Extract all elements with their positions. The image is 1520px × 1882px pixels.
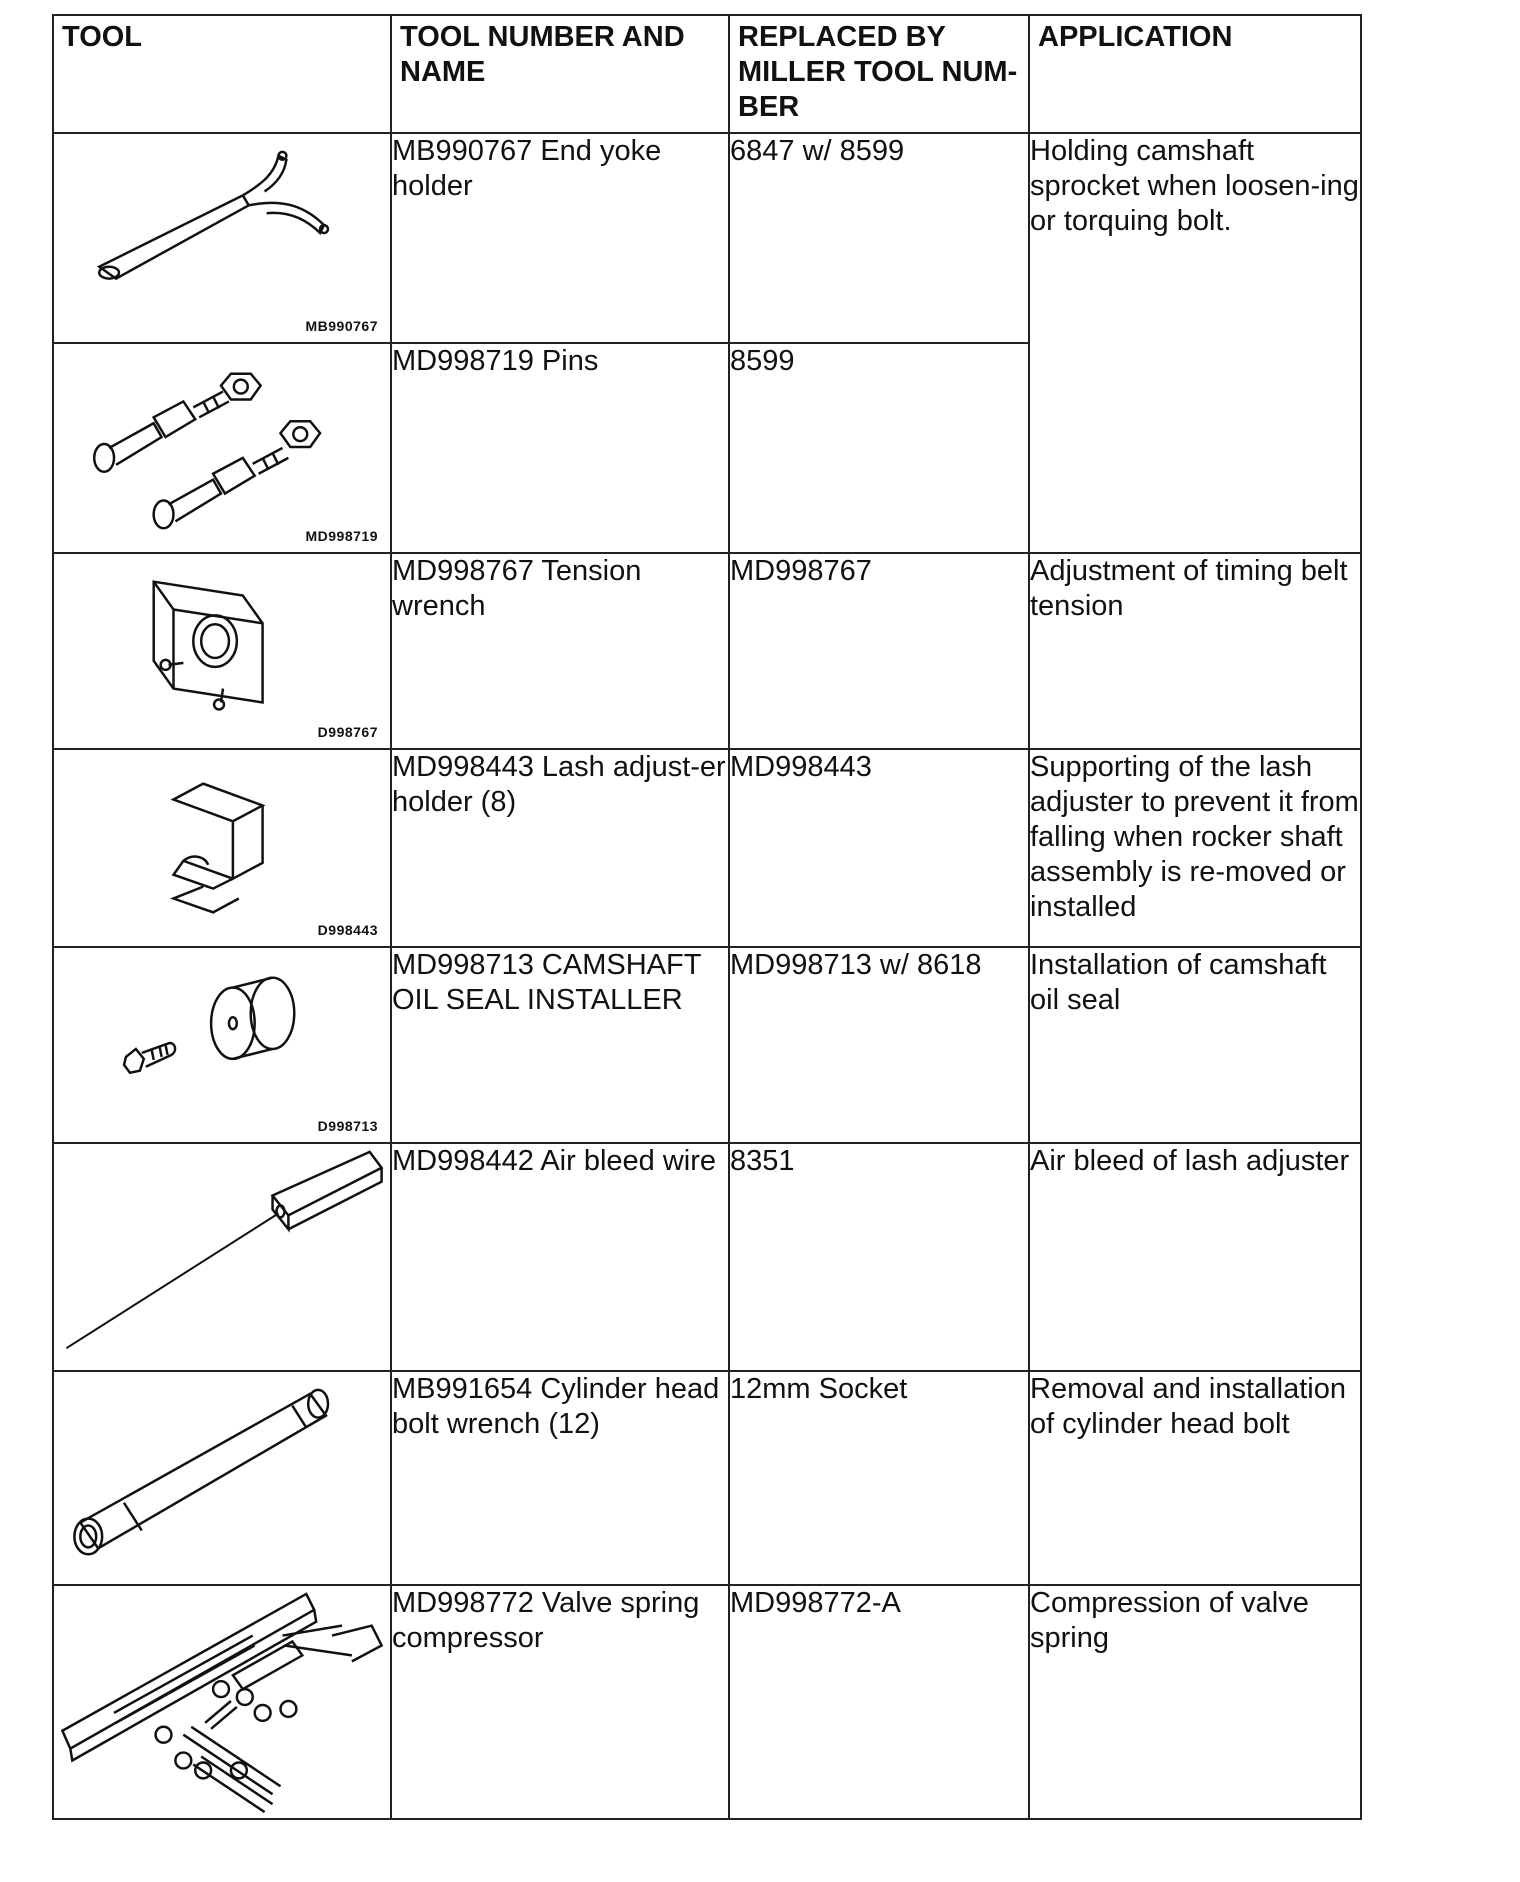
tool-illustration-cell xyxy=(53,133,391,343)
application: Installation of camshaft oil seal xyxy=(1029,947,1361,1143)
tool-illustration-cell xyxy=(53,1585,391,1819)
replaced-by: 12mm Socket xyxy=(729,1371,1029,1585)
pins-icon xyxy=(54,344,390,552)
replaced-by: MD998713 w/ 8618 xyxy=(729,947,1029,1143)
tool-number-name: MD998719 Pins xyxy=(391,343,729,553)
table-row xyxy=(53,947,1361,1143)
tool-number-name: MD998767 Tension wrench xyxy=(391,553,729,749)
cylinder-head-bolt-wrench-icon xyxy=(54,1372,390,1584)
tool-code-label: MB990767 xyxy=(305,318,378,334)
tool-number-name: MB991654 Cylinder head bolt wrench (12) xyxy=(391,1371,729,1585)
header-tool-number-name: TOOL NUMBER AND NAME xyxy=(391,15,729,133)
valve-spring-compressor-icon xyxy=(54,1586,390,1818)
table-row xyxy=(53,749,1361,947)
table-row xyxy=(53,1371,1361,1585)
application: Holding camshaft sprocket when loosen-ing or torquing bolt. xyxy=(1029,133,1361,553)
table-row xyxy=(53,1585,1361,1819)
header-replaced-by: REPLACED BY MILLER TOOL NUM-BER xyxy=(729,15,1029,133)
tool-illustration-cell xyxy=(53,1371,391,1585)
special-tools-table xyxy=(52,14,1362,1820)
tension-wrench-icon xyxy=(54,554,390,748)
table-row xyxy=(53,1143,1361,1371)
tool-number-name: MB990767 End yoke holder xyxy=(391,133,729,343)
replaced-by: MD998772-A xyxy=(729,1585,1029,1819)
tool-illustration-cell xyxy=(53,947,391,1143)
air-bleed-wire-icon xyxy=(54,1144,390,1370)
application: Compression of valve spring xyxy=(1029,1585,1361,1819)
application: Air bleed of lash adjuster xyxy=(1029,1143,1361,1371)
replaced-by: MD998443 xyxy=(729,749,1029,947)
replaced-by: MD998767 xyxy=(729,553,1029,749)
header-application: APPLICATION xyxy=(1029,15,1361,133)
end-yoke-holder-icon xyxy=(54,134,390,342)
tool-illustration-cell xyxy=(53,343,391,553)
tool-code-label: MD998719 xyxy=(305,528,378,544)
tool-illustration-cell xyxy=(53,749,391,947)
tool-code-label: D998443 xyxy=(317,922,378,938)
header-tool: TOOL xyxy=(53,15,391,133)
table-row xyxy=(53,553,1361,749)
tool-number-name: MD998443 Lash adjust-er holder (8) xyxy=(391,749,729,947)
header-row xyxy=(53,15,1361,133)
application: Removal and installation of cylinder head bolt xyxy=(1029,1371,1361,1585)
tool-number-name: MD998713 CAMSHAFT OIL SEAL INSTALLER xyxy=(391,947,729,1143)
application: Adjustment of timing belt tension xyxy=(1029,553,1361,749)
tool-code-label: D998713 xyxy=(317,1118,378,1134)
lash-adjuster-holder-icon xyxy=(54,750,390,946)
replaced-by: 8599 xyxy=(729,343,1029,553)
table-row xyxy=(53,133,1361,343)
oil-seal-installer-icon xyxy=(54,948,390,1142)
tool-illustration-cell xyxy=(53,553,391,749)
tool-code-label: D998767 xyxy=(317,724,378,740)
replaced-by: 8351 xyxy=(729,1143,1029,1371)
tool-number-name: MD998442 Air bleed wire xyxy=(391,1143,729,1371)
tool-number-name: MD998772 Valve spring compressor xyxy=(391,1585,729,1819)
tool-illustration-cell xyxy=(53,1143,391,1371)
application: Supporting of the lash adjuster to prevent it from falling when rocker shaft assembly is re-moved or installed xyxy=(1029,749,1361,947)
replaced-by: 6847 w/ 8599 xyxy=(729,133,1029,343)
